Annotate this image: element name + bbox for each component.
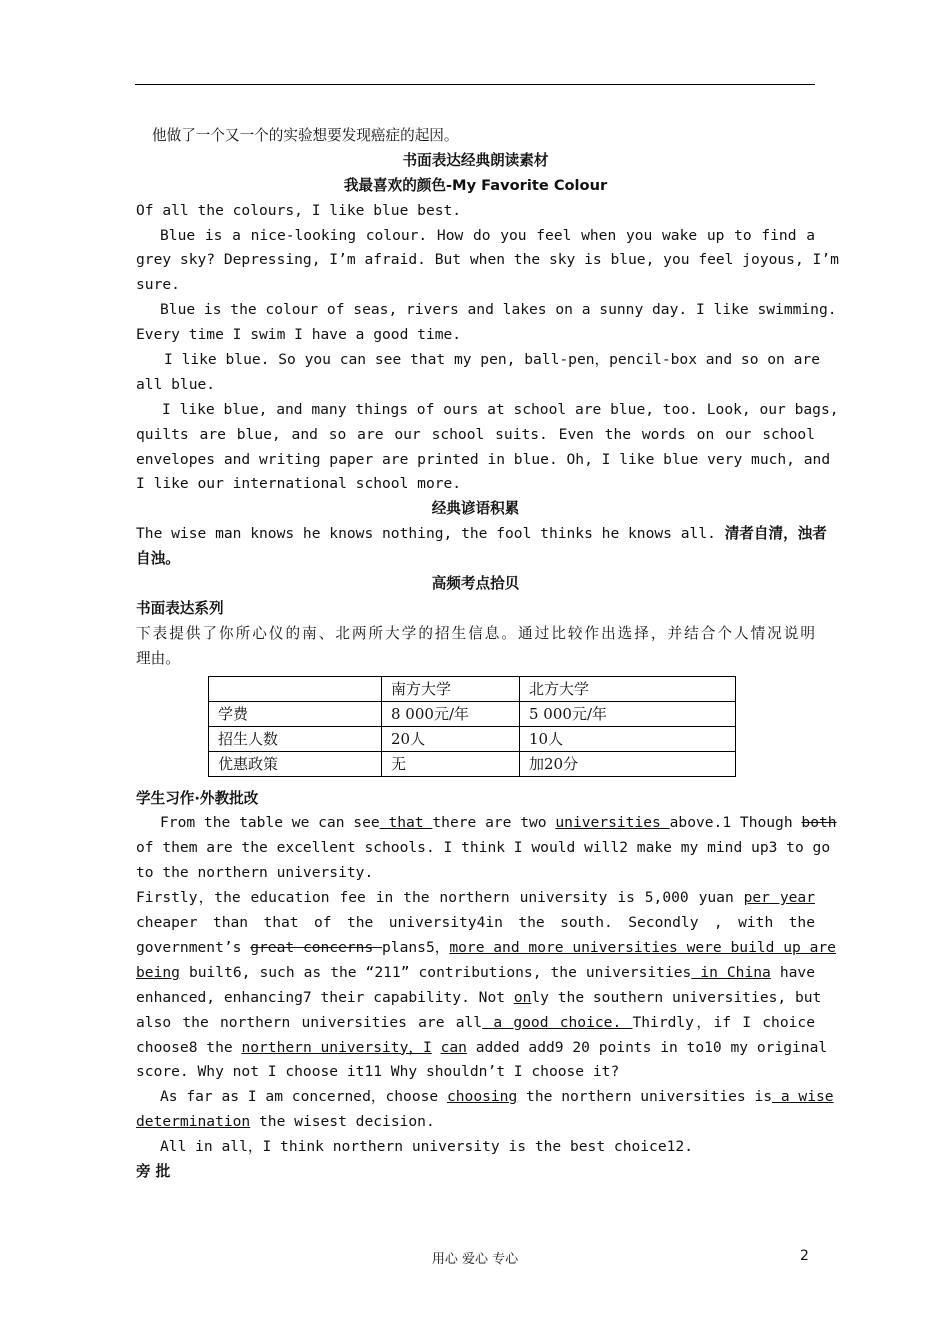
underlined-text: on <box>513 988 532 1006</box>
heading-proverbs: 经典谚语积累 <box>431 500 520 518</box>
essay-title: 我最喜欢的颜色-My Favorite Colour <box>343 176 608 194</box>
table-row <box>209 701 736 726</box>
text-run: From the table we can see <box>160 814 380 832</box>
table-cell: 学费 <box>209 701 382 726</box>
text-run: Firstly，the education fee in the northern university is 5,000 yuan <box>136 889 744 907</box>
table-cell <box>209 676 382 701</box>
student-line <box>136 986 822 1011</box>
essay-line: I like blue, and many things of ours at school are blue, too. Look, our bags, <box>162 400 839 418</box>
essay-line: grey sky? Depressing, I’m afraid. But when the sky is blue, you feel joyous, I’m <box>136 251 839 269</box>
essay-line: Every time I swim I have a good time. <box>136 326 462 344</box>
student-line <box>136 886 815 911</box>
text-run: built6, such as the “211” contributions, the universities <box>179 963 692 981</box>
table-cell: 10人 <box>520 726 736 751</box>
proverb-line <box>136 522 827 547</box>
text-run: have <box>770 963 815 981</box>
text-run <box>432 1039 441 1056</box>
table-cell: 20人 <box>382 726 520 751</box>
table-header-row <box>209 676 736 701</box>
subheading-writing-series: 书面表达系列 <box>136 599 224 617</box>
essay-line: all blue. <box>136 375 216 393</box>
text-run: government’s <box>136 938 251 956</box>
student-line <box>136 961 815 986</box>
essay-line: Of all the colours, I like blue best. <box>136 201 462 219</box>
text-run: the wisest decision. <box>250 1113 435 1131</box>
text-run: As far as I am concerned，choose <box>160 1088 447 1106</box>
page-content <box>136 124 839 1185</box>
essay-line: Blue is the colour of seas, rivers and lakes on a sunny day. I like swimming. <box>160 301 837 319</box>
subheading-student-essay: 学生习作·外教批改 <box>136 789 259 807</box>
underlined-text: per year <box>743 889 815 907</box>
table-row <box>209 751 736 776</box>
essay-line: I like our international school more. <box>136 475 462 493</box>
text-run: ly the southern universities, but <box>531 988 822 1006</box>
table-cell: 8 000元/年 <box>382 701 520 726</box>
proverb-chinese-cont: 自浊。 <box>136 550 180 568</box>
essay-line: sure. <box>136 276 180 294</box>
table-cell: 加20分 <box>520 751 736 776</box>
student-line: score. Why not I choose it11 Why shouldn’t I choose it? <box>136 1063 620 1081</box>
side-note-heading: 旁 批 <box>136 1162 171 1180</box>
struck-text: both <box>801 814 837 832</box>
essay-line: Blue is a nice-looking colour. How do you feel when you wake up to find a <box>160 226 815 244</box>
student-line <box>136 1036 828 1061</box>
underlined-text: northern university，I <box>241 1038 432 1056</box>
table-row <box>209 726 736 751</box>
underlined-text: universities <box>555 814 670 832</box>
student-line: to the northern university. <box>136 864 374 882</box>
intro-sentence: 他做了一个又一个的实验想要发现癌症的起因。 <box>152 127 459 144</box>
page-number: 2 <box>800 1248 809 1264</box>
task-prompt: 下表提供了你所心仪的南、北两所大学的招生信息。通过比较作出选择，并结合个人情况说明 <box>136 624 815 642</box>
student-line: of them are the excellent schools. I think I would will2 make my mind up3 to go <box>136 839 831 857</box>
underlined-text: a good choice. <box>482 1013 633 1031</box>
student-line <box>136 936 836 961</box>
table-cell: 无 <box>382 751 520 776</box>
underlined-text: can <box>440 1038 467 1056</box>
text-run: the northern universities is <box>517 1088 773 1106</box>
table-cell: 优惠政策 <box>209 751 382 776</box>
table-cell: 南方大学 <box>382 676 520 701</box>
proverb-english: The wise man knows he knows nothing, the fool thinks he knows all. <box>136 525 725 543</box>
text-run: added add9 20 points in to10 my original <box>466 1038 828 1056</box>
text-run: above.1 Though <box>669 814 802 832</box>
header-rule <box>135 84 815 85</box>
student-line: cheaper than that of the university4in the south. Secondly , with the <box>136 914 815 932</box>
text-run: plans5， <box>382 938 450 956</box>
admission-table <box>208 676 736 777</box>
student-line <box>136 1011 815 1036</box>
underlined-text: determination <box>136 1113 251 1131</box>
heading-exam-points: 高频考点拾贝 <box>431 575 520 593</box>
essay-line: envelopes and writing paper are printed in blue. Oh, I like blue very much, and <box>136 450 831 468</box>
text-run: choose8 the <box>136 1038 242 1056</box>
table-cell: 北方大学 <box>520 676 736 701</box>
student-line: All in all，I think northern university is the best choice12. <box>160 1138 693 1156</box>
table-cell: 5 000元/年 <box>520 701 736 726</box>
student-line <box>136 1085 834 1110</box>
underlined-text: choosing <box>446 1088 518 1106</box>
text-run: there are two <box>432 814 556 832</box>
task-prompt-cont: 理由。 <box>136 649 180 667</box>
essay-line: quilts are blue, and so are our school suits. Even the words on our school <box>136 425 815 443</box>
underlined-text: that <box>379 814 433 832</box>
student-line <box>136 1110 815 1135</box>
underlined-text: more and more universities were build up are <box>449 938 836 956</box>
text-run: enhanced, enhancing7 their capability. Not <box>136 988 514 1006</box>
heading-reading-material: 书面表达经典朗读素材 <box>402 151 549 169</box>
text-run: also the northern universities are all <box>136 1013 483 1031</box>
underlined-text: being <box>136 963 180 981</box>
struck-text: great concerns <box>250 938 383 956</box>
underlined-text: a wise <box>772 1088 834 1106</box>
page-footer: 用心 爱心 专心 <box>431 1252 519 1267</box>
proverb-chinese: 清者自清，浊者 <box>724 525 827 543</box>
student-line <box>136 811 837 836</box>
underlined-text: in China <box>691 963 771 981</box>
table-cell: 招生人数 <box>209 726 382 751</box>
text-run: Thirdly，if I choice <box>632 1013 815 1031</box>
essay-line: I like blue. So you can see that my pen, ball-pen，pencil-box and so on are <box>164 351 820 369</box>
